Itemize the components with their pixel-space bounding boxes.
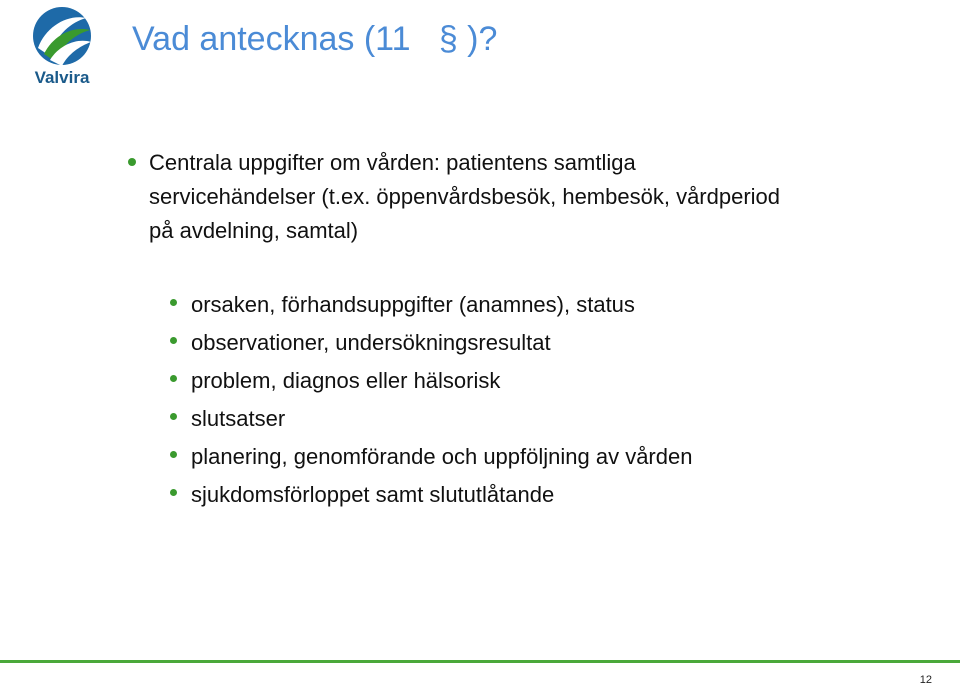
bullet-icon <box>170 299 177 306</box>
logo-wordmark: Valvira <box>34 68 90 87</box>
bullet-icon <box>170 413 177 420</box>
list-item: sjukdomsförloppet samt slututlåtande <box>170 476 830 514</box>
bullet-icon <box>170 451 177 458</box>
bullet-icon <box>170 375 177 382</box>
list-item: problem, diagnos eller hälsorisk <box>170 362 830 400</box>
valvira-logo-icon <box>28 4 96 68</box>
bullet-icon <box>128 158 136 166</box>
slide-title: Vad antecknas (11 § )? <box>132 20 498 58</box>
main-bullet-text: Centrala uppgifter om vården: patientens samtliga servicehändelser (t.ex. öppenvårdsbesök, hembesök, vårdperiod på avdelning, samtal) <box>149 150 781 243</box>
valvira-logo <box>28 4 96 88</box>
main-bullet <box>128 146 788 248</box>
page-number: 12 <box>919 674 932 686</box>
bullet-icon <box>170 337 177 344</box>
list-item: observationer, undersökningsresultat <box>170 324 830 362</box>
list-item: slutsatser <box>170 400 830 438</box>
list-item: orsaken, förhandsuppgifter (anamnes), status <box>170 286 830 324</box>
bullet-icon <box>170 489 177 496</box>
footer-divider <box>0 660 960 663</box>
list-item: planering, genomförande och uppföljning av vården <box>170 438 830 476</box>
sub-bullet-list <box>170 286 830 514</box>
